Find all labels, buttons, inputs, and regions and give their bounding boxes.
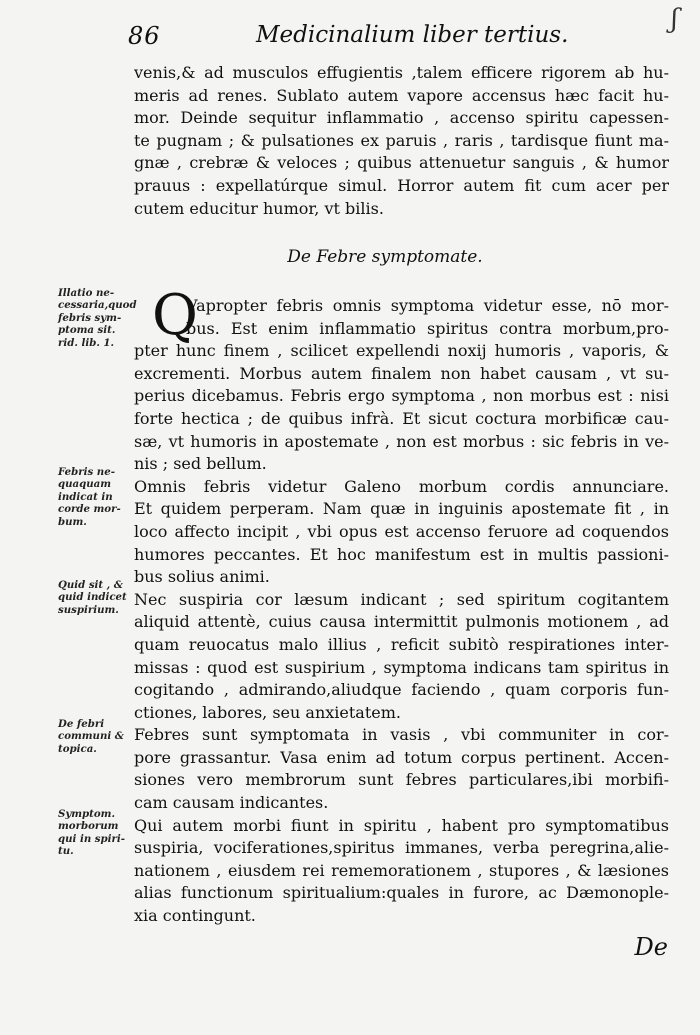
text-line: mor. Deinde sequitur inflammatio , accenso spiritu capessen- [134,108,669,128]
line-text: perius dicebamus. Febris ergo symptoma , non morbus est : nisi [134,386,669,406]
text-line: gnæ , crebræ & veloces ; quibus attenuetur sanguis , & humor [134,153,669,173]
section-body [134,295,669,928]
text-line: cutem educitur humor, vt bilis. [134,198,384,218]
text-line [134,318,669,341]
paragraph-number [134,476,136,499]
line-text: forte hectica ; de quibus infrà. Et sicut coctura morbificæ cau- [134,408,669,428]
margin-note: Quid sit , & quid indicet suspirium. [58,579,127,616]
text-line [134,385,669,408]
line-text: Febres sunt symptomata in vasis , vbi communiter in cor- [134,725,669,745]
paragraph-number [134,295,136,318]
text-line [134,498,669,521]
text-line: prauus : expellatúrque simul. Horror autem fit cum acer per [134,175,669,195]
text-line [134,295,669,318]
margin-note: De febri communi & topica. [58,718,124,755]
line-text: cam causam indicantes. [134,793,329,813]
line-text: bus. Est enim inflammatio spiritus contra morbum,pro- [186,318,669,338]
line-text: suspiria, vociferationes,spiritus immanes, verba peregrina,alie- [134,838,669,858]
text-line [134,860,669,883]
corner-mark: ʃ [670,4,678,34]
drop-capital: Q [152,283,198,348]
margin-note: Symptom. morborum qui in spiri- tu. [58,808,125,858]
line-text: loco affecto incipit , vbi opus est accenso feruore ad coquendos [134,521,669,541]
text-line: meris ad renes. Sublato autem vapore accensus hæc facit hu- [134,85,669,105]
line-text: Qui autem morbi fiunt in spiritu , habent pro symptomatibus [134,815,669,835]
page-number: 86 [128,22,161,50]
intro-paragraph [134,62,669,220]
text-line [134,611,669,634]
line-text: Omnis febris videtur Galeno morbum cordis annunciare. [134,476,669,496]
text-line [134,476,669,499]
text-line: te pugnam ; & pulsationes ex paruis , raris , tardisque fiunt ma- [134,130,669,150]
text-line [134,747,669,770]
text-line [134,408,669,431]
text-line [134,566,669,589]
paragraph-number [134,589,136,612]
line-text: bus solius animi. [134,567,270,587]
margin-note: Illatio ne- cessaria,quod febris sym- ptoma sit. rid. lib. 1. [58,287,137,349]
text-line [134,815,669,838]
text-line [134,634,669,657]
line-text: Vapropter febris omnis symptoma videtur esse, nō mor- [186,296,669,315]
line-text: xia contingunt. [134,906,256,926]
text-line [134,340,669,363]
catchword: De [634,933,668,961]
line-text: siones vero membrorum sunt febres particulares,ibi morbifi- [134,770,669,790]
paragraph-number [134,724,136,747]
text-line [134,724,669,747]
text-line [134,769,669,792]
line-text: humores peccantes. Et hoc manifestum est in multis passioni- [134,544,669,564]
text-line [134,431,669,454]
text-line [134,544,669,567]
line-text: pter hunc finem , scilicet expellendi noxij humoris , vaporis, & [134,341,669,361]
text-line [134,905,669,928]
running-title: Medicinalium liber tertius. [256,22,569,48]
text-line [134,882,669,905]
line-text: aliquid attentè, cuius causa intermittit pulmonis motionem , ad [134,612,669,632]
line-text: excrementi. Morbus autem finalem non habet causam , vt su- [134,363,669,383]
text-line [134,679,669,702]
line-text: Et quidem perperam. Nam quæ in inguinis apostemate fit , in [134,499,669,519]
text-line [134,589,669,612]
text-line [134,792,669,815]
line-text: sæ, vt humoris in apostemate , non est morbus : sic febris in ve- [134,431,669,451]
line-text: alias functionum spiritualium:quales in furore, ac Dæmonople- [134,883,669,903]
text-line [134,363,669,386]
line-text: quam reuocatus malo illius , reficit subitò respirationes inter- [134,634,669,654]
section-heading: De Febre symptomate. [287,247,483,267]
page-header [128,4,678,56]
margin-note: Febris ne- quaquam indicat in corde mor- bum. [58,466,121,528]
line-text: Nec suspiria cor læsum indicant ; sed spiritum cogitantem [134,589,669,609]
line-text: missas : quod est suspirium , symptoma indicans tam spiritus in [134,657,669,677]
line-text: cogitando , admirando,aliudque faciendo , quam corporis fun- [134,680,669,700]
text-line: venis,& ad musculos effugientis ,talem efficere rigorem ab hu- [134,63,669,82]
text-line [134,657,669,680]
text-line [134,453,669,476]
line-text: nis ; sed bellum. [134,454,267,474]
text-line [134,521,669,544]
line-text: ctiones, labores, seu anxietatem. [134,702,401,722]
text-line [134,837,669,860]
text-line [134,702,669,725]
line-text: nationem , eiusdem rei rememorationem , stupores , & læsiones [134,860,669,880]
line-text: pore grassantur. Vasa enim ad totum corpus pertinent. Accen- [134,747,669,767]
